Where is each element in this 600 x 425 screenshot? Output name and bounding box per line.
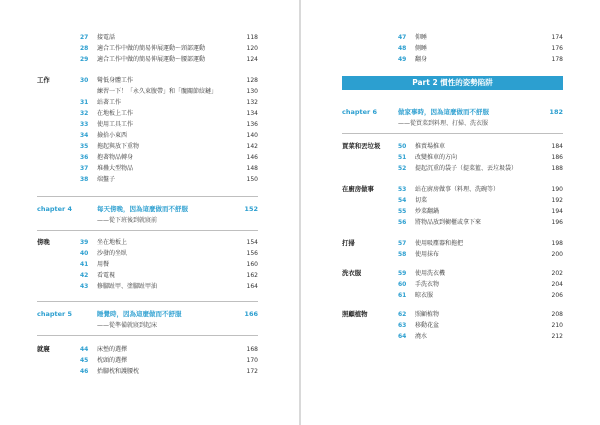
entry-page: 198 — [551, 240, 563, 247]
entry-number: 36 — [80, 154, 89, 161]
entry-number: 39 — [80, 239, 89, 246]
entry-page: 174 — [551, 34, 563, 41]
chapter-subtitle: ——從下班後到就寢前 — [97, 217, 158, 224]
category-label: 就寢 — [37, 345, 50, 353]
toc-entry[interactable] — [398, 43, 563, 54]
entry-page: 132 — [246, 99, 258, 106]
category-label: 打掃 — [342, 239, 355, 247]
entry-number: 47 — [398, 34, 407, 41]
entry-page: 170 — [246, 357, 258, 364]
chapter-divider — [37, 230, 258, 231]
entry-title: 修腳趾甲、塗腳趾甲油 — [97, 283, 158, 290]
entry-title: 適合工作中做的簡易伸展運動～頸部運動 — [97, 45, 206, 52]
entry-number: 30 — [80, 77, 89, 84]
chapter-label: chapter 5 — [37, 310, 73, 318]
toc-entry[interactable] — [80, 281, 258, 292]
entry-number: 41 — [80, 261, 89, 268]
part-banner[interactable]: Part 2 慣性的姿勢陷阱 — [342, 76, 563, 90]
toc-entry[interactable] — [398, 290, 563, 301]
entry-page: 200 — [551, 251, 563, 258]
chapter-divider — [342, 133, 563, 134]
entry-number: 42 — [80, 272, 89, 279]
entry-page: 172 — [246, 368, 258, 375]
entry-title: 彎低身體工作 — [97, 77, 134, 84]
category-label: 照顧植物 — [342, 310, 368, 318]
toc-entry[interactable] — [398, 249, 563, 260]
chapter-divider — [37, 301, 258, 302]
entry-number: 35 — [80, 143, 89, 150]
entry-number: 54 — [398, 197, 407, 204]
entry-page: 130 — [246, 88, 258, 95]
toc-entry[interactable] — [80, 152, 258, 163]
entry-page: 120 — [246, 45, 258, 52]
toc-entry[interactable] — [398, 238, 563, 249]
chapter-label: chapter 6 — [342, 108, 378, 116]
toc-entry[interactable] — [80, 130, 258, 141]
category-label: 工作 — [37, 76, 50, 84]
entry-title: 用餐 — [97, 261, 110, 268]
toc-entry[interactable] — [398, 195, 563, 206]
entry-title: 側睡 — [415, 45, 428, 52]
toc-entry[interactable] — [80, 32, 258, 43]
toc-entry[interactable] — [398, 217, 563, 228]
entry-number: 51 — [398, 154, 407, 161]
toc-entry[interactable] — [398, 54, 563, 65]
entry-title: 仰睡 — [415, 34, 428, 41]
left-page — [0, 0, 299, 425]
entry-page: 208 — [551, 311, 563, 318]
entry-title: 接電話 — [97, 34, 116, 41]
toc-entry[interactable] — [80, 43, 258, 54]
entry-number: 29 — [80, 56, 89, 63]
toc-entry[interactable] — [80, 97, 258, 108]
entry-title: 手洗衣物 — [415, 281, 440, 288]
entry-page: 206 — [551, 292, 563, 299]
entry-page: 124 — [246, 56, 258, 63]
toc-entry[interactable] — [80, 270, 258, 281]
entry-title: 抬腳枕和護腰枕 — [97, 368, 140, 375]
entry-page: 188 — [551, 165, 563, 172]
toc-entry[interactable] — [398, 320, 563, 331]
entry-number: 63 — [398, 322, 407, 329]
entry-number: 58 — [398, 251, 407, 258]
entry-title: 站在廚房做事（料理、洗碗等） — [415, 186, 500, 193]
entry-number: 56 — [398, 219, 407, 226]
toc-entry[interactable] — [80, 344, 258, 355]
entry-number: 52 — [398, 165, 407, 172]
entry-number: 27 — [80, 34, 89, 41]
entry-page: 210 — [551, 322, 563, 329]
entry-number: 44 — [80, 346, 89, 353]
entry-title: 床墊的選擇 — [97, 346, 128, 353]
entry-page: 190 — [551, 186, 563, 193]
entry-number: 45 — [80, 357, 89, 364]
entry-page: 150 — [246, 176, 258, 183]
entry-title: 適合工作中做的簡易伸展運動～腰部運動 — [97, 56, 206, 63]
entry-page: 162 — [246, 272, 258, 279]
entry-page: 140 — [246, 132, 258, 139]
entry-title: 使用洗衣機 — [415, 270, 446, 277]
toc-entry[interactable] — [398, 331, 563, 342]
entry-number: 61 — [398, 292, 407, 299]
toc-entry[interactable] — [80, 163, 258, 174]
toc-entry[interactable] — [80, 174, 258, 185]
right-page — [301, 0, 600, 425]
entry-number: 43 — [80, 283, 89, 290]
entry-title: 練習一下！「永久束腹帶」和「髖關節絞鏈」 — [97, 88, 218, 95]
entry-page: 154 — [246, 239, 258, 246]
toc-entry[interactable] — [80, 355, 258, 366]
chapter-page: 182 — [549, 108, 563, 116]
chapter-title[interactable]: 做家事時，因為這麼做而不舒服 — [398, 108, 489, 116]
toc-entry[interactable] — [80, 141, 258, 152]
entry-page: 184 — [551, 143, 563, 150]
toc-entry[interactable] — [398, 184, 563, 195]
entry-number: 40 — [80, 250, 89, 257]
entry-page: 178 — [551, 56, 563, 63]
entry-page: 186 — [551, 154, 563, 161]
entry-title: 抱著物品轉身 — [97, 154, 134, 161]
entry-title: 端盤子 — [97, 176, 116, 183]
toc-entry[interactable] — [80, 366, 258, 377]
entry-title: 晾衣服 — [415, 292, 434, 299]
toc-entry[interactable] — [398, 163, 563, 174]
entry-number: 28 — [80, 45, 89, 52]
entry-number: 64 — [398, 333, 407, 340]
entry-number: 57 — [398, 240, 407, 247]
chapter-subtitle: ——從準備就寢到起床 — [97, 322, 158, 329]
chapter-title[interactable]: 每天傍晚，因為這麼做而不舒服 — [97, 205, 188, 213]
entry-title: 澆水 — [415, 333, 428, 340]
toc-entry[interactable] — [80, 75, 258, 86]
entry-number: 37 — [80, 165, 89, 172]
category-label: 洗衣服 — [342, 269, 362, 277]
entry-page: 194 — [551, 208, 563, 215]
entry-page: 168 — [246, 346, 258, 353]
entry-title: 照顧植物 — [415, 311, 440, 318]
entry-number: 34 — [80, 132, 89, 139]
entry-title: 拖起與放下重物 — [97, 143, 140, 150]
entry-title: 坐在地板上 — [97, 239, 128, 246]
entry-number: 55 — [398, 208, 407, 215]
entry-title: 改變推車的方向 — [415, 154, 458, 161]
chapter-page: 166 — [244, 310, 258, 318]
entry-page: 134 — [246, 110, 258, 117]
entry-number: 32 — [80, 110, 89, 117]
entry-number: 62 — [398, 311, 407, 318]
entry-number: 49 — [398, 56, 407, 63]
entry-page: 156 — [246, 250, 258, 257]
entry-title: 將物品放到櫥櫃或拿下來 — [415, 219, 482, 226]
toc-entry[interactable] — [80, 86, 258, 97]
entry-title: 移動花盆 — [415, 322, 440, 329]
entry-number: 60 — [398, 281, 407, 288]
entry-page: 204 — [551, 281, 563, 288]
entry-page: 160 — [246, 261, 258, 268]
chapter-title[interactable]: 睡覺時，因為這麼做而不舒服 — [97, 310, 182, 318]
toc-entry[interactable] — [80, 237, 258, 248]
entry-page: 164 — [246, 283, 258, 290]
entry-title: 撿拾小東西 — [97, 132, 128, 139]
entry-title: 推賣場推車 — [415, 143, 446, 150]
chapter-divider — [37, 196, 258, 197]
entry-page: 136 — [246, 121, 258, 128]
entry-title: 炒菜翻鍋 — [415, 208, 440, 215]
chapter-divider — [37, 335, 258, 336]
category-label: 買菜和丟垃圾 — [342, 142, 381, 150]
entry-title: 翻身 — [415, 56, 428, 63]
entry-title: 使用抹布 — [415, 251, 440, 258]
toc-entry[interactable] — [80, 119, 258, 130]
chapter-subtitle: ——從買菜到料理、打掃、洗衣服 — [398, 120, 489, 127]
entry-number: 31 — [80, 99, 89, 106]
entry-number: 33 — [80, 121, 89, 128]
entry-title: 使用工具工作 — [97, 121, 134, 128]
toc-entry[interactable] — [80, 248, 258, 259]
chapter-label: chapter 4 — [37, 205, 73, 213]
entry-number: 50 — [398, 143, 407, 150]
entry-page: 118 — [246, 34, 258, 41]
category-label: 傍晚 — [37, 238, 50, 246]
entry-number: 46 — [80, 368, 89, 375]
entry-page: 176 — [551, 45, 563, 52]
toc-entry[interactable] — [398, 309, 563, 320]
entry-title: 沙發的坐臥 — [97, 250, 128, 257]
entry-page: 128 — [246, 77, 258, 84]
entry-page: 146 — [246, 154, 258, 161]
entry-title: 提起沉重的袋子（提菜籃、丟垃圾袋） — [415, 165, 518, 172]
entry-title: 堆疊大型物品 — [97, 165, 134, 172]
toc-entry[interactable] — [80, 54, 258, 65]
entry-page: 192 — [551, 197, 563, 204]
entry-title: 切菜 — [415, 197, 428, 204]
toc-entry[interactable] — [80, 108, 258, 119]
entry-page: 196 — [551, 219, 563, 226]
entry-number: 48 — [398, 45, 407, 52]
entry-title: 使用吸塵器和拖把 — [415, 240, 464, 247]
toc-entry[interactable] — [398, 268, 563, 279]
entry-page: 212 — [551, 333, 563, 340]
entry-title: 站著工作 — [97, 99, 122, 106]
toc-entry[interactable] — [80, 259, 258, 270]
entry-title: 看電視 — [97, 272, 116, 279]
entry-number: 59 — [398, 270, 407, 277]
toc-entry[interactable] — [398, 279, 563, 290]
entry-title: 在地板上工作 — [97, 110, 134, 117]
entry-page: 202 — [551, 270, 563, 277]
toc-entry[interactable] — [398, 152, 563, 163]
entry-number: 38 — [80, 176, 89, 183]
category-label: 在廚房做事 — [342, 185, 374, 193]
toc-entry[interactable] — [398, 32, 563, 43]
toc-entry[interactable] — [398, 206, 563, 217]
chapter-page: 152 — [244, 205, 258, 213]
entry-page: 142 — [246, 143, 258, 150]
toc-entry[interactable] — [398, 141, 563, 152]
entry-title: 枕頭的選擇 — [97, 357, 128, 364]
entry-number: 53 — [398, 186, 407, 193]
entry-page: 148 — [246, 165, 258, 172]
